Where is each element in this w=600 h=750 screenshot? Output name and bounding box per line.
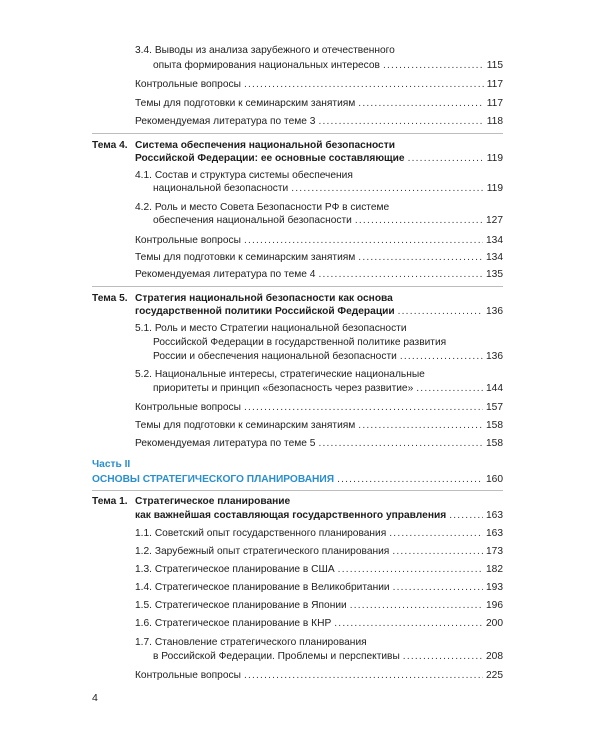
toc-3-4-line2: опыта формирования национальных интересов xyxy=(153,60,380,71)
topic5-title-line1: Стратегия национальной безопасности как основа xyxy=(135,293,393,304)
toc-topic5-seminars[interactable] xyxy=(135,419,503,432)
toc-topic5-questions[interactable] xyxy=(135,401,503,414)
toc-p2-questions[interactable] xyxy=(135,669,503,682)
toc-1-4[interactable] xyxy=(135,581,503,594)
toc-topic4-questions[interactable] xyxy=(135,234,503,247)
toc-5-1-entry[interactable] xyxy=(153,350,503,363)
page-ref: 193 xyxy=(486,582,503,593)
page-ref: 163 xyxy=(486,510,503,521)
toc-5-1-line3: России и обеспечения национальной безопасности xyxy=(153,351,397,362)
page-ref: 225 xyxy=(486,670,503,681)
divider xyxy=(92,133,503,134)
toc-1-7-line1: 1.7. Становление стратегического планирования xyxy=(135,637,367,648)
entry-title: Контрольные вопросы xyxy=(135,402,241,413)
entry-title: 1.2. Зарубежный опыт стратегического планирования xyxy=(135,546,390,557)
toc-topic3-seminars[interactable] xyxy=(135,97,503,110)
page-ref: 118 xyxy=(486,116,503,127)
toc-3-4-line1: 3.4. Выводы из анализа зарубежного и отечественного xyxy=(135,45,395,56)
p2-topic1-title-line1: Стратегическое планирование xyxy=(135,496,291,507)
toc-4-1-line1: 4.1. Состав и структура системы обеспечения xyxy=(135,170,353,181)
topic5-title-line2: государственной политики Российской Федерации xyxy=(135,306,395,317)
entry-title: Контрольные вопросы xyxy=(135,670,241,681)
page-ref: 136 xyxy=(486,306,503,317)
toc-3-4-entry[interactable] xyxy=(153,59,503,72)
toc-topic4[interactable] xyxy=(135,152,503,165)
p2-topic1-label: Тема 1. xyxy=(92,496,128,507)
part2-title: ОСНОВЫ СТРАТЕГИЧЕСКОГО ПЛАНИРОВАНИЯ xyxy=(92,474,335,485)
toc-part2[interactable] xyxy=(92,473,503,486)
entry-title: Контрольные вопросы xyxy=(135,235,241,246)
toc-1-6[interactable] xyxy=(135,617,503,630)
page-ref: 134 xyxy=(486,235,503,246)
entry-title: 1.5. Стратегическое планирование в Японии xyxy=(135,600,347,611)
toc-4-2-entry[interactable] xyxy=(153,214,503,227)
page-ref: 158 xyxy=(486,420,503,431)
entry-title: Темы для подготовки к семинарским занятиям xyxy=(135,252,356,263)
page-ref: 115 xyxy=(486,60,503,71)
entry-title: 1.3. Стратегическое планирование в США xyxy=(135,564,335,575)
toc-topic5-literature[interactable] xyxy=(135,437,503,450)
entry-title: 1.1. Советский опыт государственного планирования xyxy=(135,528,387,539)
toc-5-1-line2: Российской Федерации в государственной политике развития xyxy=(153,337,447,348)
toc-p2-topic1[interactable] xyxy=(135,509,503,522)
p2-topic1-title-line2: как важнейшая составляющая государственного управления xyxy=(135,510,447,521)
page-ref: 119 xyxy=(486,153,503,164)
part2-label: Часть II xyxy=(92,459,131,470)
page-ref: 136 xyxy=(486,351,503,362)
entry-title: Рекомендуемая литература по теме 5 xyxy=(135,438,316,449)
toc-1-2[interactable] xyxy=(135,545,503,558)
toc-1-1[interactable] xyxy=(135,527,503,540)
toc-1-5[interactable] xyxy=(135,599,503,612)
page-ref: 182 xyxy=(486,564,503,575)
toc-topic3-questions[interactable] xyxy=(135,78,503,91)
page-ref: 117 xyxy=(486,79,503,90)
entry-title: Темы для подготовки к семинарским занятиям xyxy=(135,420,356,431)
page-ref: 119 xyxy=(486,183,503,194)
page-ref: 173 xyxy=(486,546,503,557)
toc-5-2-line2: приоритеты и принцип «безопасность через развитие» xyxy=(153,383,414,394)
topic5-label: Тема 5. xyxy=(92,293,128,304)
topic4-label: Тема 4. xyxy=(92,140,128,151)
page-ref: 157 xyxy=(486,402,503,413)
page-ref: 200 xyxy=(486,618,503,629)
entry-title: 1.4. Стратегическое планирование в Великобритании xyxy=(135,582,390,593)
page-ref: 158 xyxy=(486,438,503,449)
page-ref: 117 xyxy=(486,98,503,109)
entry-title: Рекомендуемая литература по теме 4 xyxy=(135,269,316,280)
topic4-title-line1: Система обеспечения национальной безопасности xyxy=(135,140,395,151)
entry-title: Рекомендуемая литература по теме 3 xyxy=(135,116,316,127)
toc-5-2-line1: 5.2. Национальные интересы, стратегические национальные xyxy=(135,369,425,380)
toc-topic4-seminars[interactable] xyxy=(135,251,503,264)
page-ref: 134 xyxy=(486,252,503,263)
page-ref: 144 xyxy=(486,383,503,394)
entry-title: 1.6. Стратегическое планирование в КНР xyxy=(135,618,332,629)
entry-title: Темы для подготовки к семинарским занятиям xyxy=(135,98,356,109)
toc-4-1-entry[interactable] xyxy=(153,182,503,195)
toc-1-7-entry[interactable] xyxy=(153,650,503,663)
page-number: 4 xyxy=(92,692,98,704)
page-ref: 135 xyxy=(486,269,503,280)
divider xyxy=(92,490,503,491)
toc-topic3-literature[interactable] xyxy=(135,115,503,128)
page-ref: 208 xyxy=(486,651,503,662)
toc-1-7-line2: в Российской Федерации. Проблемы и перспективы xyxy=(153,651,400,662)
entry-title: Контрольные вопросы xyxy=(135,79,241,90)
toc-topic5[interactable] xyxy=(135,305,503,318)
page-ref: 160 xyxy=(486,474,503,485)
page-ref: 163 xyxy=(486,528,503,539)
page-ref: 127 xyxy=(486,215,503,226)
toc-4-2-line2: обеспечения национальной безопасности xyxy=(153,215,352,226)
toc-topic4-literature[interactable] xyxy=(135,268,503,281)
toc-4-2-line1: 4.2. Роль и место Совета Безопасности РФ в системе xyxy=(135,202,390,213)
toc-5-1-line1: 5.1. Роль и место Стратегии национальной безопасности xyxy=(135,323,407,334)
page-ref: 196 xyxy=(486,600,503,611)
topic4-title-line2: Российской Федерации: ее основные составляющие xyxy=(135,153,405,164)
toc-1-3[interactable] xyxy=(135,563,503,576)
divider xyxy=(92,286,503,287)
toc-5-2-entry[interactable] xyxy=(153,382,503,395)
toc-4-1-line2: национальной безопасности xyxy=(153,183,289,194)
